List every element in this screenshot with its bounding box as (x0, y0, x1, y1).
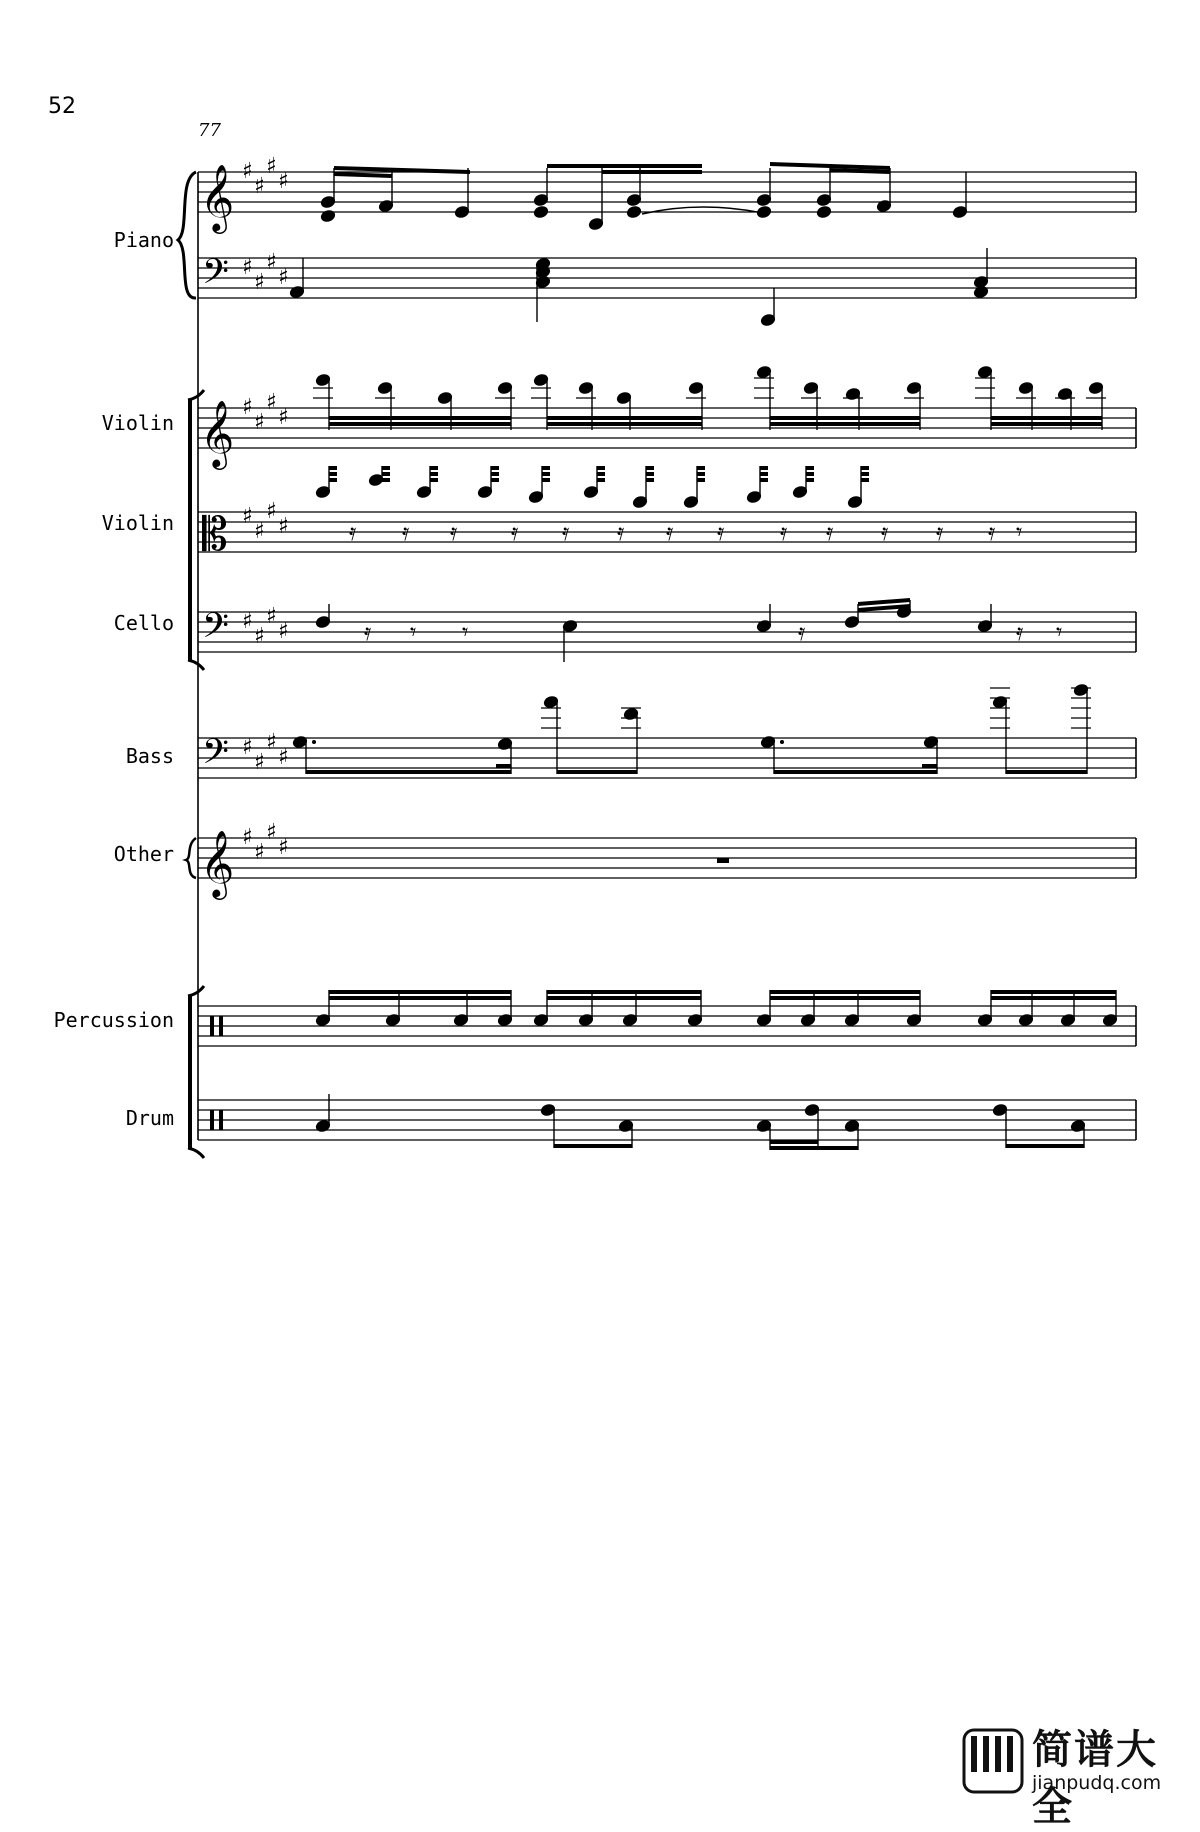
percussion-beam (991, 990, 1116, 994)
percussion-staff-clef-bar (210, 1016, 214, 1036)
percussion-bracket-bottom (188, 1148, 204, 1158)
watermark (962, 1718, 1190, 1830)
piano-treble-beam (547, 164, 702, 168)
violin-2-rest: 𝄿 (717, 518, 725, 546)
bass-beam (774, 770, 937, 774)
violin-2-beam (697, 478, 705, 482)
cello-staff-clef: 𝄢 (202, 605, 230, 654)
violin-1-staff-key-sharp: ♯ (278, 405, 289, 430)
violin-2-staff-key-sharp: ♯ (266, 499, 277, 524)
violin-2-rest: 𝄿 (936, 518, 944, 546)
piano-treble-note (320, 209, 335, 222)
piano-black-key (983, 1736, 989, 1772)
percussion-beam (547, 996, 701, 1000)
instrument-label-piano: Piano (113, 228, 174, 252)
violin-2-beam (760, 466, 768, 470)
percussion-beam (991, 996, 1116, 1000)
violin-2-beam (491, 478, 499, 482)
violin-2-staff-key-sharp: ♯ (254, 519, 265, 544)
violin-2-rest: 𝄿 (562, 518, 570, 546)
violin-2-beam (542, 466, 550, 470)
violin-2-rest: 𝄿 (988, 518, 996, 546)
piano-treble-staff-clef: 𝄞 (200, 163, 235, 231)
violin-2-beam (861, 466, 869, 470)
violin-2-beam (329, 478, 337, 482)
percussion-beam (547, 990, 701, 994)
other-staff-key-sharp: ♯ (278, 835, 289, 860)
violin-2-rest: 𝄿 (349, 518, 357, 546)
instrument-label-violin-2: Violin (101, 511, 174, 535)
instrument-label-cello: Cello (113, 611, 174, 635)
violin-2-beam (646, 478, 654, 482)
violin-2-beam (382, 478, 390, 482)
violin-2-beam (597, 466, 605, 470)
violin-2-beam (382, 472, 390, 476)
bass-beam (306, 770, 511, 774)
violin-2-beam (697, 466, 705, 470)
measure-number: 77 (198, 120, 221, 141)
violin-1-beam (329, 422, 511, 426)
percussion-beam (770, 990, 920, 994)
violin-2-rest: 𝄿 (402, 518, 410, 546)
piano-brace (178, 172, 196, 298)
piano-treble-note (816, 205, 831, 218)
violin-2-beam (597, 472, 605, 476)
bass-beam (557, 770, 637, 774)
piano-treble-staff-key-sharp: ♯ (266, 154, 277, 179)
other-brace (186, 838, 196, 878)
page-number: 52 (48, 94, 76, 119)
violin-1-beam (329, 416, 511, 420)
violin-1-beam (991, 416, 1102, 420)
violin-2-rest: 𝄿 (511, 518, 519, 546)
piano-bass-note (973, 285, 988, 298)
violin-2-rest: 𝄿 (450, 518, 458, 546)
violin-2-staff-key-sharp: ♯ (278, 514, 289, 539)
violin-2-beam (382, 466, 390, 470)
violin-2-staff-clef: 𝄡 (202, 507, 228, 561)
violin-2-beam (329, 466, 337, 470)
instrument-label-bass: Bass (125, 744, 174, 768)
violin-1-beam (547, 416, 702, 420)
bass-staff-key-sharp: ♯ (254, 750, 265, 775)
violin-2-beam (430, 472, 438, 476)
violin-2-beam (806, 472, 814, 476)
bass-staff-key-sharp: ♯ (242, 735, 253, 760)
cello-staff-key-sharp: ♯ (254, 624, 265, 649)
violin-2-beam (542, 472, 550, 476)
violin-1-staff-key-sharp: ♯ (254, 410, 265, 435)
percussion-beam (329, 996, 511, 1000)
violin-1-staff-key-sharp: ♯ (266, 390, 277, 415)
other-staff-key-sharp: ♯ (242, 825, 253, 850)
piano-black-key (1007, 1736, 1013, 1772)
piano-tie (642, 207, 768, 214)
bass-dot (780, 740, 784, 744)
percussion-beam (770, 996, 920, 1000)
piano-treble-note (626, 205, 641, 218)
strings-bracket-bottom (188, 660, 204, 670)
violin-2-beam (430, 478, 438, 482)
drum-beam (770, 1146, 858, 1150)
cello-staff-key-sharp: ♯ (242, 609, 253, 634)
cello-staff-key-sharp: ♯ (266, 604, 277, 629)
piano-bass-staff-clef: 𝄢 (202, 251, 230, 300)
violin-2-beam (861, 472, 869, 476)
instrument-label-drum: Drum (125, 1106, 174, 1130)
violin-2-beam (646, 472, 654, 476)
violin-1-staff-key-sharp: ♯ (242, 395, 253, 420)
cello-rest: 𝄾 (1056, 618, 1063, 646)
other-staff-key-sharp: ♯ (254, 840, 265, 865)
violin-2-beam (491, 472, 499, 476)
piano-treble-staff-key-sharp: ♯ (278, 169, 289, 194)
bass-staff-clef: 𝄢 (202, 731, 230, 780)
violin-2-beam (646, 466, 654, 470)
bass-beam (922, 764, 937, 768)
violin-1-beam (991, 422, 1102, 426)
piano-treble-beam (602, 170, 702, 174)
violin-1-beam (547, 422, 702, 426)
watermark-title: 简谱大全 (1032, 1727, 1158, 1830)
bass-beam (496, 764, 511, 768)
violin-2-beam (597, 478, 605, 482)
piano-bass-staff-key-sharp: ♯ (266, 250, 277, 275)
violin-2-rest: 𝄿 (617, 518, 625, 546)
violin-1-beam (770, 416, 920, 420)
violin-2-beam (760, 478, 768, 482)
percussion-beam (329, 990, 511, 994)
instrument-label-violin-1: Violin (101, 411, 174, 435)
violin-2-rest: 𝄿 (780, 518, 788, 546)
piano-treble-note (533, 205, 548, 218)
percussion-staff-clef-bar (219, 1016, 223, 1036)
violin-2-rest: 𝄿 (826, 518, 834, 546)
violin-2-beam (430, 466, 438, 470)
violin-2-beam (806, 466, 814, 470)
bass-beam (1006, 770, 1087, 774)
instrument-label-percussion: Percussion (53, 1008, 174, 1032)
drum-beam (770, 1140, 818, 1144)
cello-staff-key-sharp: ♯ (278, 619, 289, 644)
cello-rest: 𝄾 (410, 618, 417, 646)
bass-staff-key-sharp: ♯ (266, 730, 277, 755)
other-staff-clef: 𝄞 (200, 829, 235, 897)
other-whole-rest (717, 858, 729, 863)
violin-1-staff-clef: 𝄞 (200, 399, 235, 467)
violin-2-beam (542, 478, 550, 482)
watermark-url: jianpudq.com (1032, 1772, 1162, 1794)
instrument-label-other: Other (113, 842, 174, 866)
piano-treble-staff-key-sharp: ♯ (242, 159, 253, 184)
violin-2-rest: 𝄾 (1016, 518, 1023, 546)
violin-2-beam (861, 478, 869, 482)
bass-dot (312, 740, 316, 744)
drum-staff-clef-bar (210, 1110, 214, 1130)
piano-keys-icon (962, 1728, 1024, 1794)
cello-rest: 𝄿 (798, 618, 806, 646)
other-staff-key-sharp: ♯ (266, 820, 277, 845)
violin-2-rest: 𝄿 (666, 518, 674, 546)
piano-black-key (971, 1736, 977, 1772)
violin-2-beam (760, 472, 768, 476)
drum-beam (1006, 1144, 1084, 1148)
violin-2-rest: 𝄿 (881, 518, 889, 546)
piano-bass-staff-key-sharp: ♯ (254, 270, 265, 295)
violin-2-staff-key-sharp: ♯ (242, 504, 253, 529)
percussion-bracket-top (188, 986, 204, 996)
drum-beam (554, 1144, 632, 1148)
drum-staff-clef-bar (219, 1110, 223, 1130)
cello-rest: 𝄿 (1016, 618, 1024, 646)
piano-treble-staff-key-sharp: ♯ (254, 174, 265, 199)
piano-bass-staff-key-sharp: ♯ (278, 265, 289, 290)
piano-bass-staff-key-sharp: ♯ (242, 255, 253, 280)
violin-2-beam (806, 478, 814, 482)
violin-1-beam (770, 422, 920, 426)
bass-staff-key-sharp: ♯ (278, 745, 289, 770)
piano-treble-beam (334, 172, 392, 178)
violin-2-beam (491, 466, 499, 470)
violin-2-beam (329, 472, 337, 476)
violin-2-beam (697, 472, 705, 476)
cello-rest: 𝄾 (462, 618, 469, 646)
cello-rest: 𝄿 (364, 618, 372, 646)
piano-black-key (995, 1736, 1001, 1772)
